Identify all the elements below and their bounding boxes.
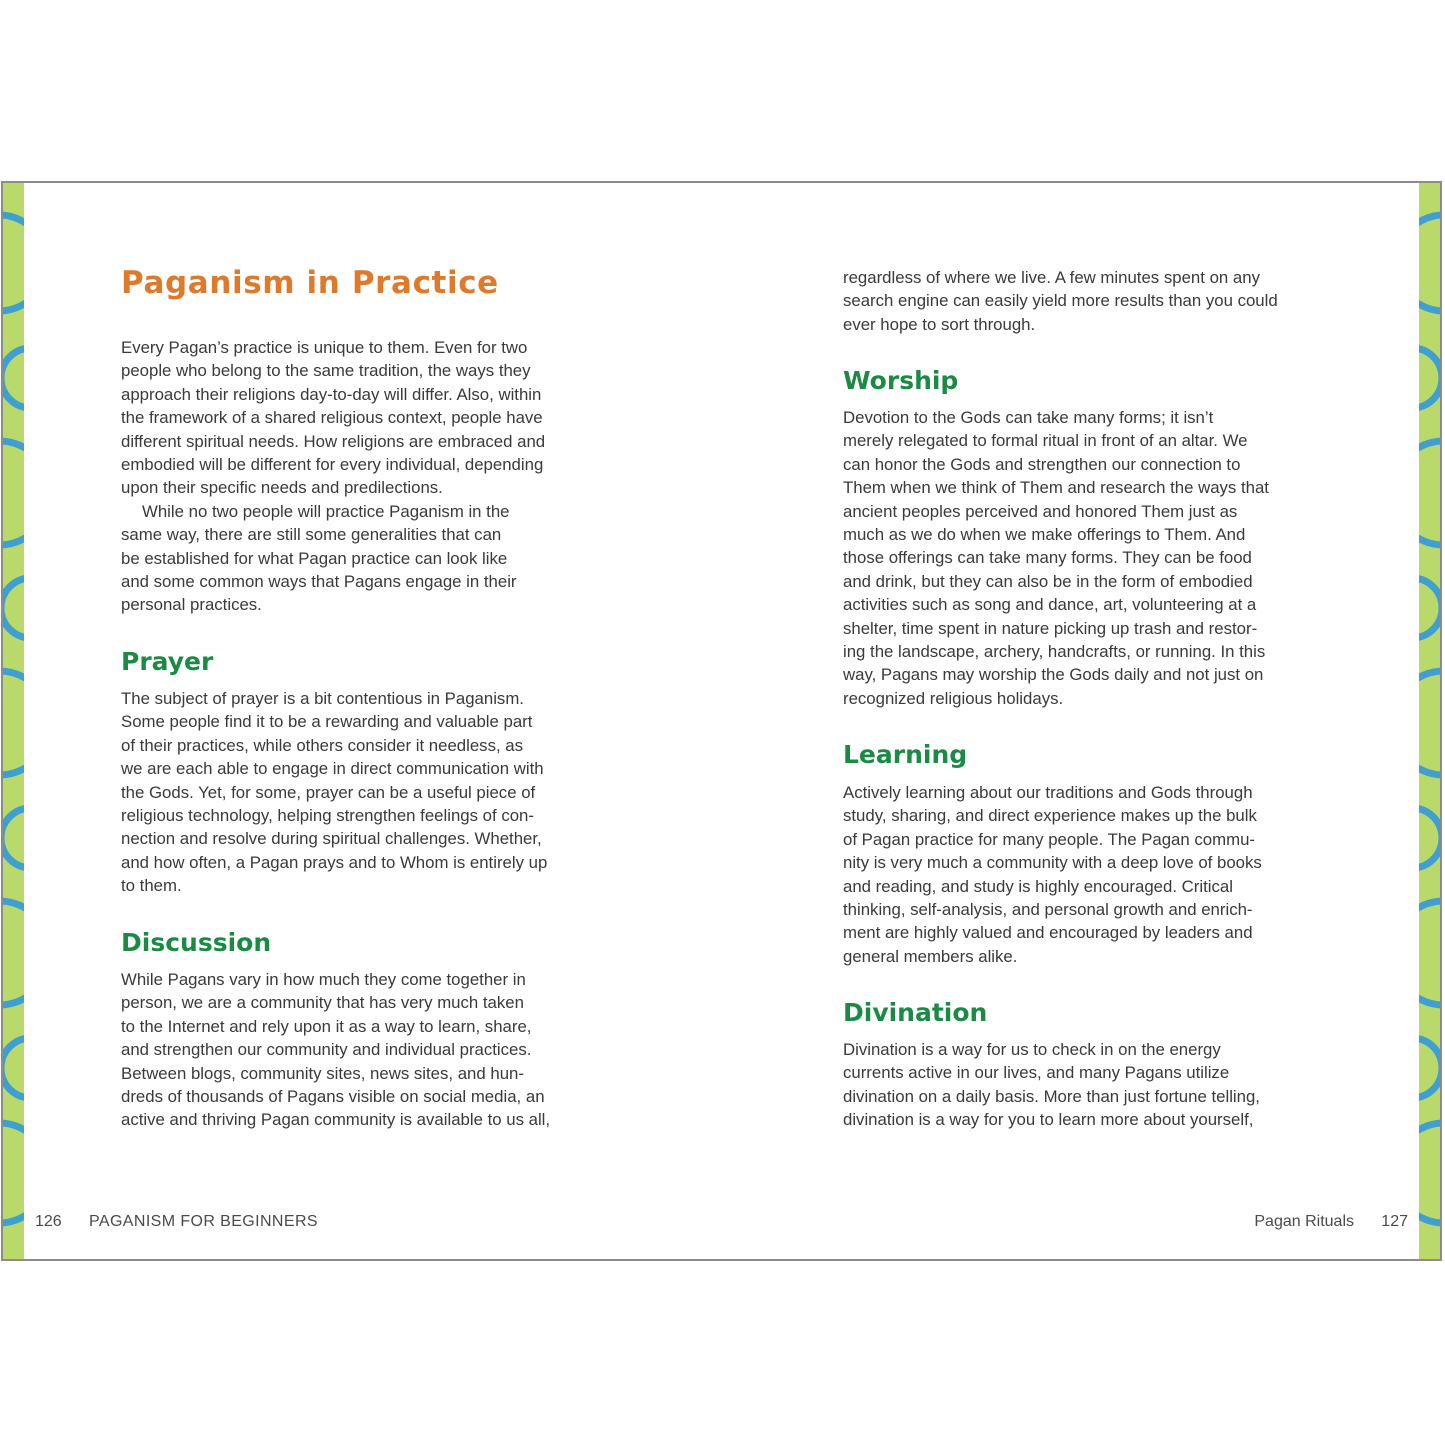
prayer-paragraph: [121, 687, 547, 898]
text-line: the framework of a shared religious context, people have: [121, 408, 543, 428]
text-line: of their practices, while others consider it needless, as: [121, 735, 524, 755]
text-line: those offerings can take many forms. They can be food: [843, 548, 1252, 568]
text-line: can honor the Gods and strengthen our connection to: [843, 454, 1241, 474]
running-head-right: Pagan Rituals: [1254, 1213, 1354, 1230]
text-line: recognized religious holidays.: [843, 688, 1064, 708]
running-head-left: PAGANISM FOR BEGINNERS: [89, 1213, 318, 1230]
text-line: person, we are a community that has very much taken: [121, 993, 524, 1013]
text-line: and some common ways that Pagans engage in their: [121, 572, 517, 592]
text-line: Between blogs, community sites, news sites, and hun-: [121, 1063, 524, 1083]
text-line: to them.: [121, 876, 182, 896]
chapter-title: Paganism in Practice: [121, 265, 499, 301]
text-line: be established for what Pagan practice can look like: [121, 548, 508, 568]
text-line: way, Pagans may worship the Gods daily and not just on: [843, 665, 1264, 685]
text-line: ing the landscape, archery, handcrafts, or running. In this: [843, 642, 1266, 662]
discussion-paragraph: [121, 968, 550, 1132]
text-line: different spiritual needs. How religions are embraced and: [121, 431, 546, 451]
text-line: and reading, and study is highly encouraged. Critical: [843, 876, 1233, 896]
text-line: nection and resolve during spiritual challenges. Whether,: [121, 829, 542, 849]
divination-paragraph: [843, 1038, 1260, 1132]
text-line: ever hope to sort through.: [843, 314, 1036, 334]
text-line: same way, there are still some generalities that can: [121, 525, 502, 545]
text-line: upon their specific needs and predilections.: [121, 478, 443, 498]
book-spread: [1, 181, 1442, 1261]
text-line: thinking, self-analysis, and personal growth and enrich-: [843, 900, 1253, 920]
text-line: Them when we think of Them and research the ways that: [843, 478, 1269, 498]
decorative-border-right: [1419, 183, 1440, 1259]
text-line: shelter, time spent in nature picking up trash and restor-: [843, 618, 1258, 638]
text-line: regardless of where we live. A few minutes spent on any: [843, 268, 1260, 287]
text-line: and drink, but they can also be in the form of embodied: [843, 571, 1253, 591]
text-line: embodied will be different for every individual, depending: [121, 455, 544, 475]
discussion-heading: Discussion: [121, 928, 272, 957]
text-line: search engine can easily yield more results than you could: [843, 291, 1278, 311]
worship-paragraph: [843, 406, 1269, 710]
text-line: divination on a daily basis. More than just fortune telling,: [843, 1086, 1260, 1106]
divination-heading: Divination: [843, 998, 988, 1027]
text-line: religious technology, helping strengthen feelings of con-: [121, 806, 534, 826]
text-line: personal practices.: [121, 595, 262, 615]
text-line: the Gods. Yet, for some, prayer can be a useful piece of: [121, 782, 536, 802]
text-line: to the Internet and rely upon it as a way to learn, share,: [121, 1016, 532, 1036]
text-line: merely relegated to formal ritual in front of an altar. We: [843, 431, 1248, 451]
worship-heading: Worship: [843, 366, 959, 395]
learning-paragraph: [843, 781, 1262, 968]
intro-paragraph: [121, 336, 545, 617]
decorative-border-left: [3, 183, 24, 1259]
text-line: ment are highly valued and encouraged by leaders and: [843, 923, 1253, 943]
text-line: Some people find it to be a rewarding and valuable part: [121, 712, 533, 732]
circle-pattern-icon: [3, 183, 24, 1259]
prayer-heading: Prayer: [121, 647, 214, 676]
page-number-left: 126: [35, 1213, 62, 1230]
text-line: approach their religions day-to-day will differ. Also, within: [121, 384, 542, 404]
text-line: currents active in our lives, and many Pagans utilize: [843, 1063, 1230, 1083]
text-line: nity is very much a community with a deep love of books: [843, 853, 1262, 873]
text-line: The subject of prayer is a bit contentious in Paganism.: [121, 689, 524, 708]
learning-heading: Learning: [843, 740, 968, 769]
text-line: active and thriving Pagan community is available to us all,: [121, 1110, 551, 1130]
text-line: dreds of thousands of Pagans visible on social media, an: [121, 1087, 545, 1107]
text-line: Actively learning about our traditions and Gods through: [843, 783, 1253, 802]
text-line: and strengthen our community and individual practices.: [121, 1040, 532, 1060]
text-line: activities such as song and dance, art, volunteering at a: [843, 595, 1257, 615]
page-number-right: 127: [1381, 1213, 1408, 1230]
text-line: Divination is a way for us to check in on the energy: [843, 1040, 1221, 1059]
text-line: divination is a way for you to learn more about yourself,: [843, 1110, 1254, 1130]
text-line: general members alike.: [843, 946, 1018, 966]
text-line: ancient peoples perceived and honored Them just as: [843, 501, 1238, 521]
continuation-paragraph: [843, 266, 1278, 336]
text-line: While Pagans vary in how much they come together in: [121, 970, 526, 989]
text-line: we are each able to engage in direct communication with: [121, 759, 544, 779]
text-line: study, sharing, and direct experience makes up the bulk: [843, 806, 1257, 826]
circle-pattern-icon: [1419, 183, 1440, 1259]
text-line: While no two people will practice Paganism in the: [142, 501, 510, 521]
text-line: Devotion to the Gods can take many forms; it isn’t: [843, 408, 1214, 427]
text-line: much as we do when we make offerings to Them. And: [843, 525, 1246, 545]
text-line: and how often, a Pagan prays and to Whom is entirely up: [121, 852, 548, 872]
text-line: of Pagan practice for many people. The Pagan commu-: [843, 829, 1255, 849]
text-line: people who belong to the same tradition, the ways they: [121, 361, 531, 381]
text-line: Every Pagan’s practice is unique to them. Even for two: [121, 338, 528, 357]
